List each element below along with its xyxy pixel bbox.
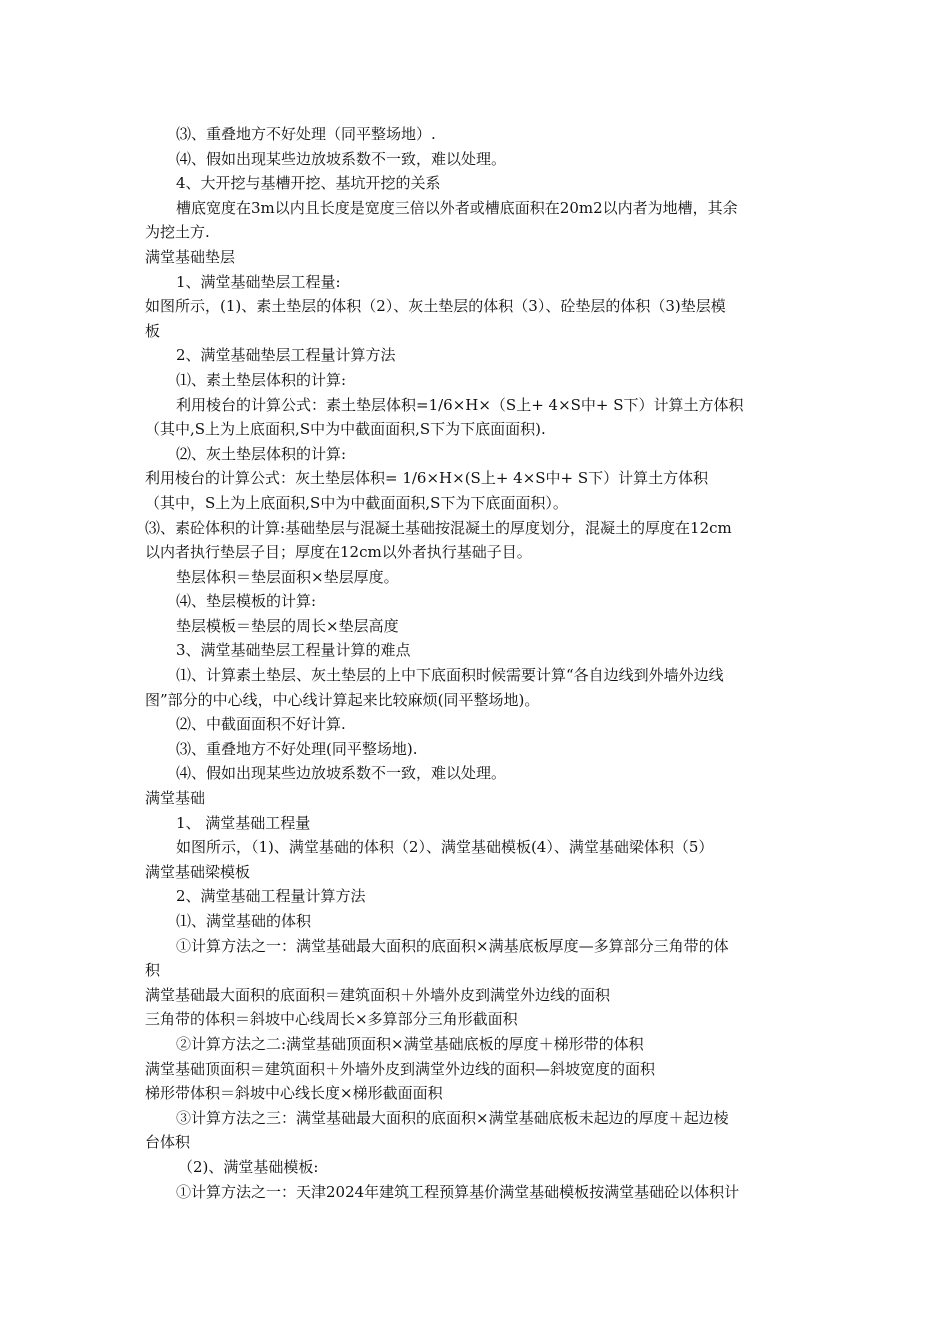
section-heading: 满堂基础垫层 [145, 247, 236, 266]
paragraph-line: ⑶、重叠地方不好处理(同平整场地). [176, 739, 418, 758]
paragraph-line: ⑶、素砼体积的计算:基础垫层与混凝土基础按混凝土的厚度划分，混凝土的厚度在12cm [145, 518, 732, 537]
document-body [145, 122, 810, 1204]
paragraph-line: ⑷、垫层模板的计算: [176, 592, 317, 611]
paragraph-line: ⑵、中截面面积不好计算. [176, 715, 346, 734]
paragraph-line: 1、 满堂基础工程量 [176, 813, 311, 832]
paragraph-line: 4、大开挖与基槽开挖、基坑开挖的关系 [176, 174, 441, 193]
paragraph-line: 为挖土方. [145, 223, 210, 242]
paragraph-line: ⑴、满堂基础的体积 [176, 912, 312, 930]
paragraph-line: ⑴、素土垫层体积的计算: [176, 370, 347, 389]
paragraph-line: 三角带的体积＝斜坡中心线周长×多算部分三角形截面积 [145, 1010, 518, 1029]
paragraph-line: ①计算方法之一：满堂基础最大面积的底面积×满基底板厚度—多算部分三角带的体 [176, 936, 729, 955]
paragraph-line: 垫层模板＝垫层的周长×垫层高度 [176, 616, 399, 635]
paragraph-line: 1、满堂基础垫层工程量: [176, 272, 341, 291]
paragraph-line: 2、满堂基础垫层工程量计算方法 [176, 346, 396, 365]
paragraph-line: 如图所示，（1)、满堂基础的体积（2）、满堂基础模板(4）、满堂基础梁体积（5） [176, 838, 714, 857]
paragraph-line: 以内者执行垫层子目；厚度在12cm以外者执行基础子目。 [145, 543, 532, 562]
paragraph-line: （其中，S上为上底面积,S中为中截面面积,S下为下底面面积）。 [145, 493, 568, 512]
paragraph-line: 台体积 [145, 1133, 191, 1152]
paragraph-line: 3、满堂基础垫层工程量计算的难点 [176, 641, 411, 660]
paragraph-line: ①计算方法之一：天津2024年建筑工程预算基价满堂基础模板按满堂基础砼以体积计 [176, 1182, 740, 1201]
paragraph-line: 垫层体积＝垫层面积×垫层厚度。 [176, 567, 399, 586]
paragraph-line: 梯形带体积＝斜坡中心线长度×梯形截面面积 [145, 1084, 443, 1103]
paragraph-line: 满堂基础顶面积＝建筑面积＋外墙外皮到满堂外边线的面积—斜坡宽度的面积 [145, 1059, 656, 1078]
paragraph-line: 2、满堂基础工程量计算方法 [176, 887, 366, 906]
section-heading: 满堂基础 [145, 789, 206, 808]
paragraph-line: ⑷、假如出现某些边放坡系数不一致，难以处理。 [176, 149, 507, 168]
paragraph-line: ⑶、重叠地方不好处理（同平整场地）. [176, 125, 436, 143]
paragraph-line: 满堂基础最大面积的底面积＝建筑面积＋外墙外皮到满堂外边线的面积 [145, 985, 611, 1004]
paragraph-line: 满堂基础梁模板 [145, 862, 251, 881]
paragraph-line: ⑴、计算素土垫层、灰土垫层的上中下底面积时候需要计算“各自边线到外墙外边线 [176, 666, 724, 685]
paragraph-line: 利用棱台的计算公式：灰土垫层体积= 1/6×H×(S上+ 4×S中+ S下）计算土方体积 [145, 469, 709, 488]
paragraph-line: （其中,S上为上底面积,S中为中截面面积,S下为下底面面积). [145, 420, 546, 439]
paragraph-line: 如图所示，(1)、素土垫层的体积（2）、灰土垫层的体积（3）、砼垫层的体积（3)垫层模 [145, 297, 726, 316]
paragraph-line: ⑵、灰土垫层体积的计算: [176, 444, 347, 463]
paragraph-line: 图”部分的中心线，中心线计算起来比较麻烦(同平整场地)。 [145, 690, 540, 709]
paragraph-line: （2)、满堂基础模板: [178, 1157, 319, 1176]
paragraph-line: 利用棱台的计算公式：素土垫层体积=1/6×H×（S上+ 4×S中+ S下）计算土方体积 [176, 395, 744, 414]
paragraph-line: ②计算方法之二:满堂基础顶面积×满堂基础底板的厚度＋梯形带的体积 [176, 1034, 644, 1053]
paragraph-line: ⑷、假如出现某些边放坡系数不一致，难以处理。 [176, 764, 507, 783]
paragraph-line: ③计算方法之三：满堂基础最大面积的底面积×满堂基础底板未起边的厚度＋起边棱 [176, 1108, 729, 1127]
paragraph-line: 积 [145, 961, 161, 980]
paragraph-line: 板 [145, 321, 161, 340]
paragraph-line: 槽底宽度在3m以内且长度是宽度三倍以外者或槽底面积在20m2以内者为地槽，其余 [176, 198, 738, 217]
